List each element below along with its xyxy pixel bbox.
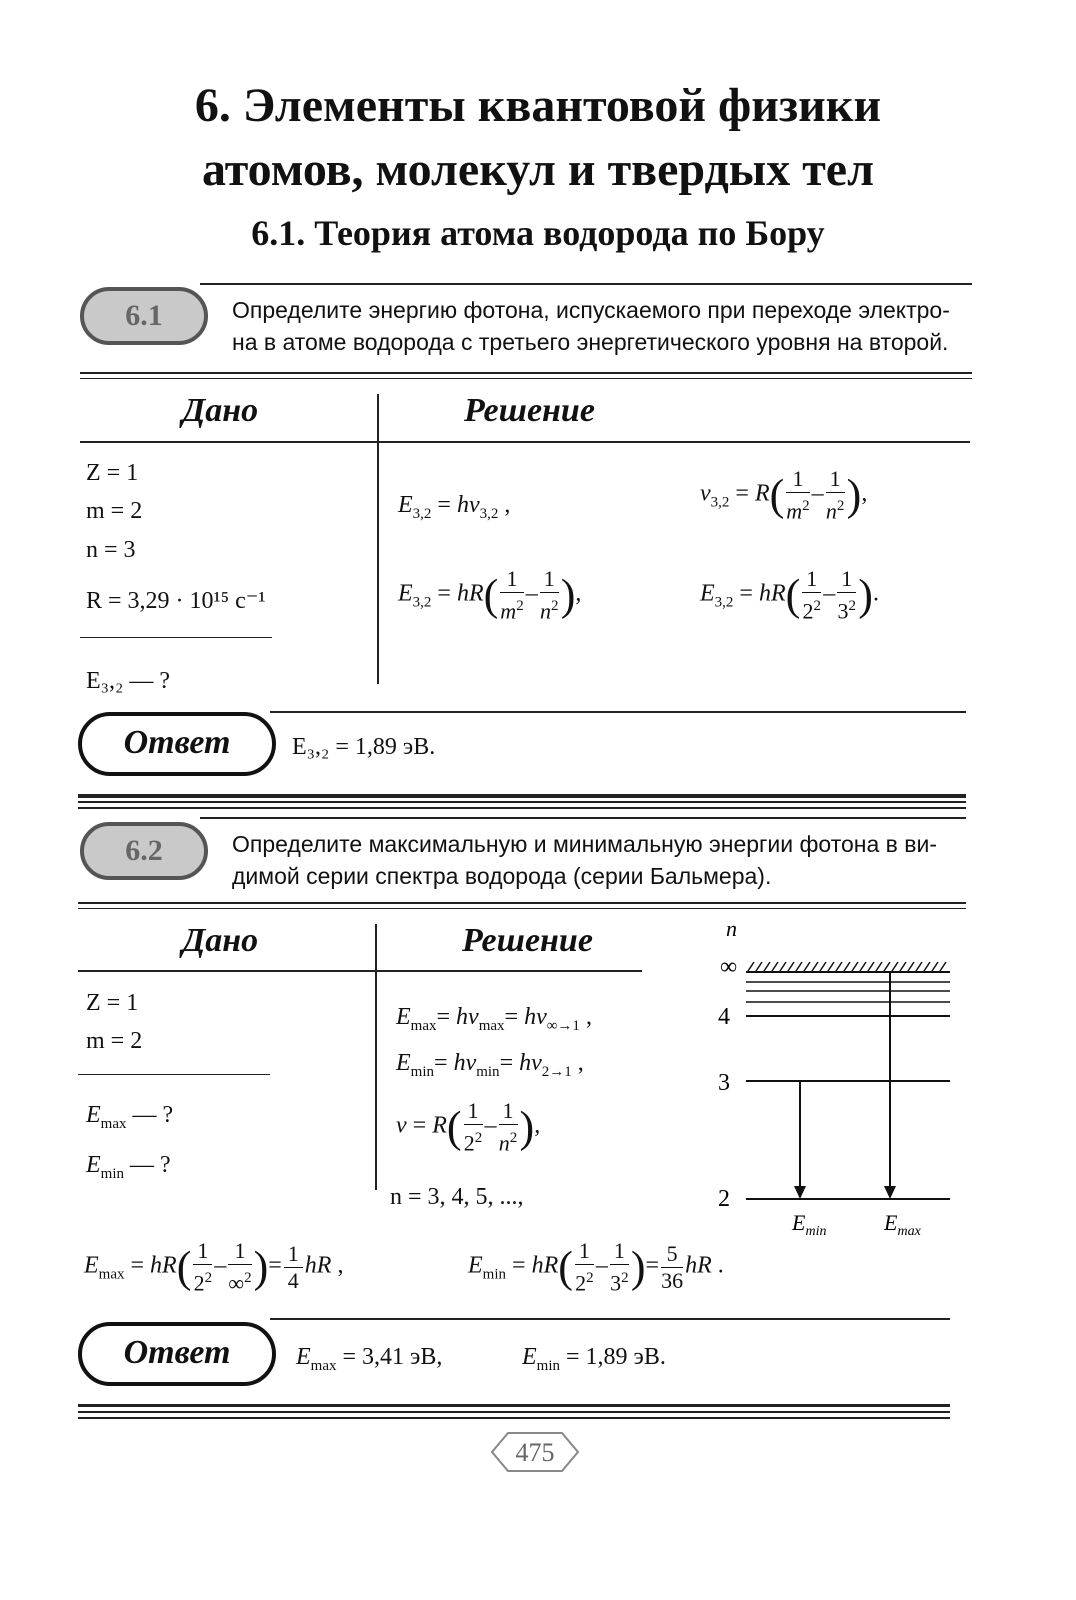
formula: $E_{max}= h\nu_{max}= h\nu_{\infty\to 1}$ , <box>396 1004 592 1034</box>
formula: $E_{3,2} = hR$( $\frac{1}{m^2}$ – $\frac{1}{n^2}$ ), <box>398 566 582 624</box>
given-item: m = 2 <box>86 498 143 524</box>
arrow-max-head <box>884 1186 896 1199</box>
unknown-item: $E_{max}$ — ? <box>86 1102 174 1132</box>
divider <box>78 1404 950 1407</box>
arrow-min-label: $E_{min}$ <box>792 1210 827 1239</box>
problem-text <box>232 828 937 892</box>
problem-number-badge: 6.1 <box>80 287 208 345</box>
problem-text-line: Определите энергию фотона, испускаемого при переходе электро- <box>232 297 950 323</box>
answer-text: E₃,₂ = 1,89 эВ. <box>292 734 436 760</box>
divider <box>200 283 972 285</box>
divider <box>78 801 966 803</box>
formula: ν = R( $\frac{1}{2^2}$ – $\frac{1}{n^2}$ ), <box>396 1098 541 1156</box>
given-item: m = 2 <box>86 1028 143 1054</box>
arrow-min-head <box>794 1186 806 1199</box>
problem-number-badge: 6.2 <box>80 822 208 880</box>
divider <box>78 902 966 904</box>
problem-text <box>232 294 950 358</box>
given-separator <box>80 637 272 638</box>
problem-text-line: на в атоме водорода с третьего энергетического уровня на второй. <box>232 329 949 355</box>
formula: $\nu_{3,2} = R$( $\frac{1}{m^2}$ – $\frac{1}{n^2}$ ), <box>700 466 868 524</box>
formula: $E_{3,2} = h\nu_{3,2}$ , <box>398 492 511 522</box>
problem-text-line: димой серии спектра водорода (серии Бальмера). <box>232 863 772 889</box>
level-label: 4 <box>718 1004 730 1030</box>
divider <box>78 1417 950 1419</box>
problem-text-line: Определите максимальную и минимальную энергии фотона в ви- <box>232 831 938 857</box>
axis-label: n <box>726 916 737 941</box>
divider <box>80 372 972 374</box>
column-divider <box>377 394 379 684</box>
given-header: Дано <box>182 392 259 429</box>
formula: $E_{max} = hR$( $\frac{1}{2^2}$ – $\frac{1}{\infty^2}$ )= $\frac{1}{4}$ hR , <box>84 1238 344 1296</box>
divider <box>78 908 966 909</box>
table-header-rule <box>80 441 970 443</box>
divider <box>200 817 966 819</box>
unknown-item: $E_{min}$ — ? <box>86 1152 171 1182</box>
chapter-title-line2: атомов, молекул и твердых тел <box>201 143 875 196</box>
level-label: 2 <box>718 1186 730 1212</box>
divider <box>270 711 966 713</box>
formula: $E_{3,2} = hR$( $\frac{1}{2^2}$ – $\frac{1}{3^2}$ ). <box>700 566 879 624</box>
given-item: R = 3,29 · 10¹⁵ с⁻¹ <box>86 588 266 614</box>
page-number-badge <box>490 1430 580 1474</box>
divider <box>78 1411 950 1413</box>
answer-badge: Ответ <box>78 1322 276 1386</box>
given-header: Дано <box>182 922 259 959</box>
given-item: n = 3 <box>86 537 136 563</box>
solution-header: Решение <box>464 392 595 429</box>
answer-text: $E_{max} = 3,41$ эВ, <box>296 1344 443 1374</box>
section-title: 6.1. Теория атома водорода по Бору <box>251 213 825 253</box>
divider <box>78 794 966 798</box>
n-values: n = 3, 4, 5, ..., <box>390 1184 524 1210</box>
arrow-max-label: $E_{max}$ <box>884 1210 921 1239</box>
unknown-item: E₃,₂ — ? <box>86 668 171 694</box>
answer-text: $E_{min} = 1,89$ эВ. <box>522 1344 666 1374</box>
divider <box>78 807 966 809</box>
level-label: 3 <box>718 1070 730 1096</box>
given-item: Z = 1 <box>86 460 139 486</box>
divider <box>270 1318 950 1320</box>
given-item: Z = 1 <box>86 990 139 1016</box>
chapter-title-line1: 6. Элементы квантовой физики <box>194 79 882 132</box>
table-header-rule <box>78 970 642 972</box>
column-divider <box>375 924 377 1190</box>
given-separator <box>78 1074 270 1075</box>
energy-level-diagram <box>700 912 962 1242</box>
solution-header: Решение <box>462 922 593 959</box>
level-label: ∞ <box>720 954 738 980</box>
continuum-hatch <box>748 962 946 971</box>
formula: $E_{min} = hR$( $\frac{1}{2^2}$ – $\frac{1}{3^2}$ )= $\frac{5}{36}$ hR . <box>468 1238 724 1296</box>
formula: $E_{min}= h\nu_{min}= h\nu_{2\to 1}$ , <box>396 1050 584 1080</box>
divider <box>80 378 972 379</box>
answer-badge: Ответ <box>78 712 276 776</box>
page-number: 475 <box>515 1438 555 1467</box>
